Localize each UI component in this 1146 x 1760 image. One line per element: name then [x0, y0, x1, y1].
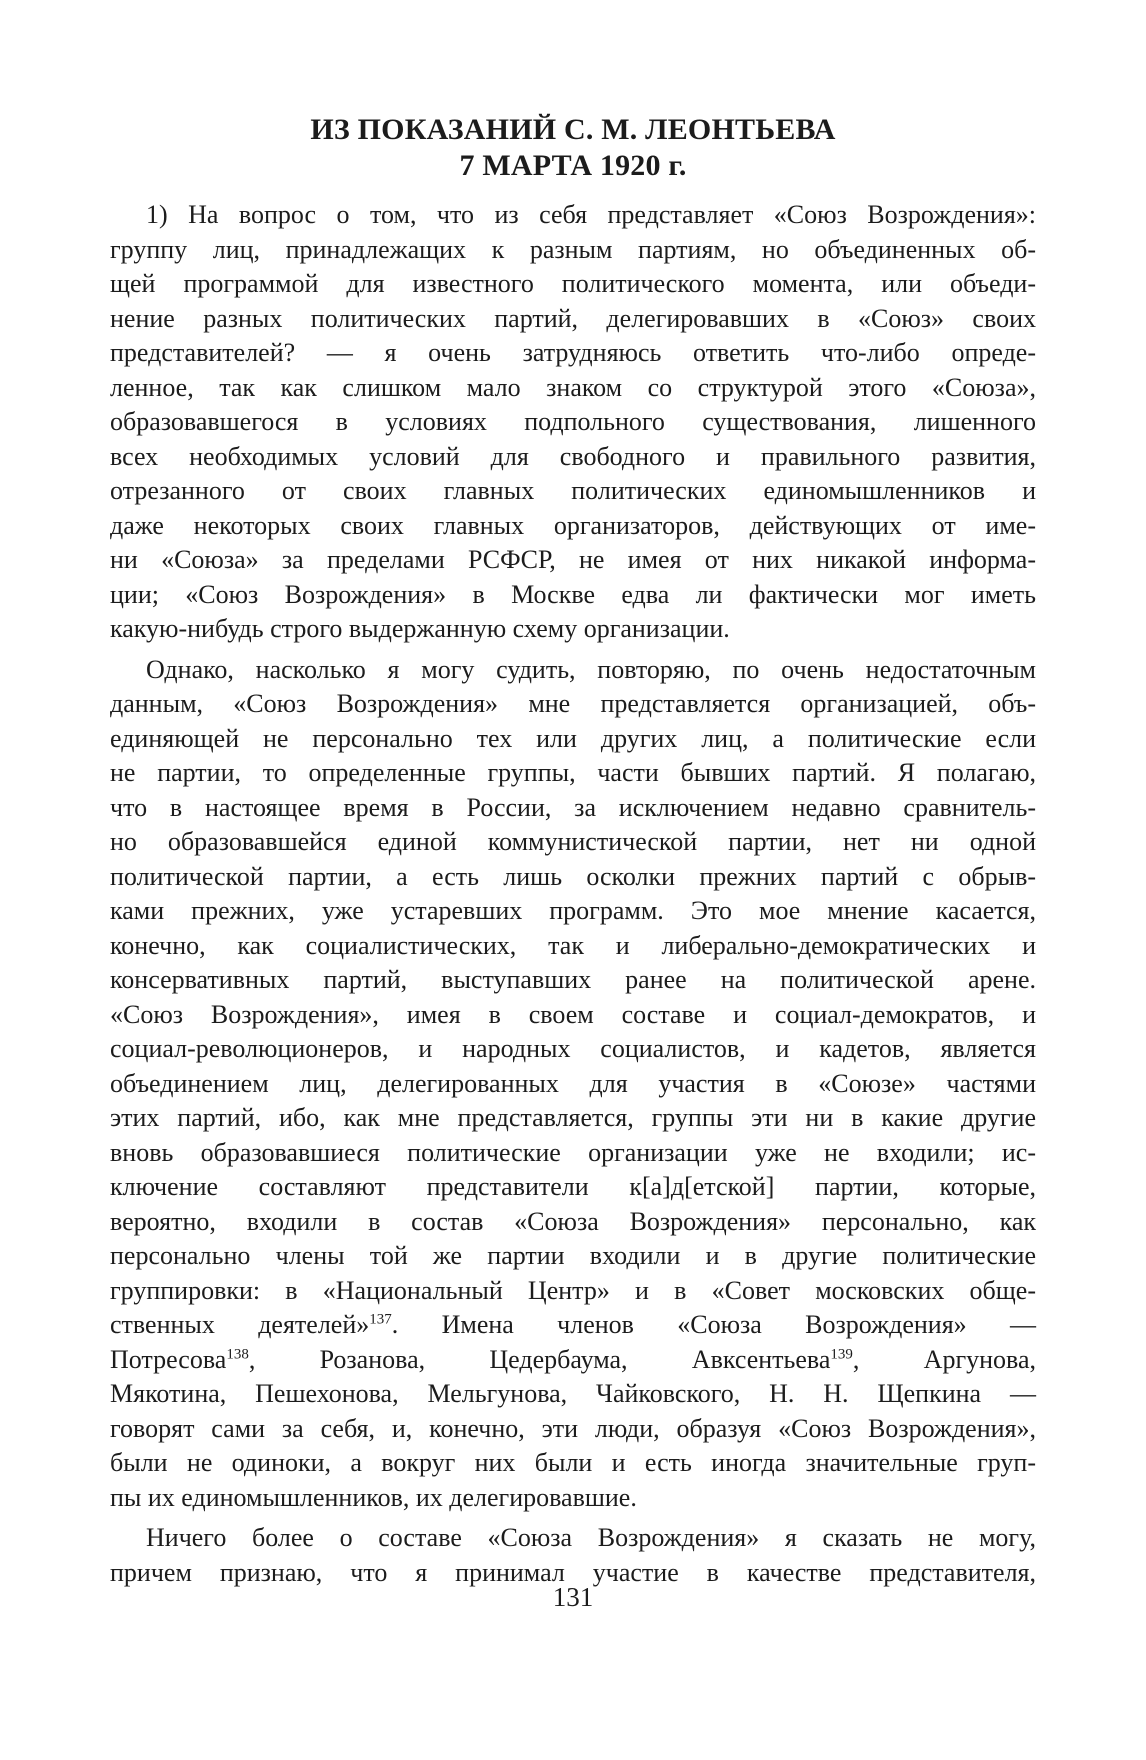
text-line: щей программой для известного политического момента, или объеди- — [110, 269, 1036, 298]
text-line: ленное, так как слишком мало знаком со структурой этого «Союза», — [110, 372, 1036, 402]
text-line: отрезанного от своих главных политических единомышленников и — [110, 476, 1036, 505]
text-line: были не одиноки, а вокруг них были и есть иногда значительные груп- — [110, 1448, 1036, 1477]
text-line: данным, «Союз Возрождения» мне представляется организацией, объ- — [110, 689, 1036, 718]
text-line: ни «Союза» за пределами РСФСР, не имея от них никакой информа- — [110, 545, 1036, 574]
text-line: образовавшегося в условиях подпольного существования, лишенного — [110, 407, 1036, 436]
text-line: причем признаю, что я принимал участие в качестве представителя, — [110, 1557, 1036, 1587]
text-line: объединением лиц, делегированных для участия в «Союзе» частями — [110, 1068, 1036, 1098]
text-line: говорят сами за себя, и, конечно, эти люди, образуя «Союз Возрождения», — [110, 1413, 1036, 1443]
text-segment: , Розанова, Цедербаума, Авксентьева — [248, 1344, 831, 1374]
text-line: ции; «Союз Возрождения» в Москве едва ли фактически мог иметь — [110, 579, 1036, 609]
footnote-ref-137[interactable]: 137 — [369, 1311, 392, 1328]
text-line: какую-нибудь строго выдержанную схему организации. — [110, 614, 730, 643]
text-segment: , Аргунова, — [852, 1344, 1037, 1374]
text-line: что в настоящее время в России, за исключением недавно сравнитель- — [110, 792, 1036, 822]
text-line: персонально члены той же партии входили и в другие политические — [110, 1241, 1036, 1270]
text-segment: . Имена членов «Союза Возрождения» — — [391, 1310, 1036, 1339]
text-line: представителей? — я очень затрудняюсь ответить что-либо опреде- — [110, 338, 1036, 367]
text-line: пы их единомышленников, их делегировавшие. — [110, 1482, 637, 1512]
footnote-ref-139[interactable]: 139 — [830, 1345, 853, 1362]
text-line-with-footnote — [110, 1308, 1036, 1343]
text-line: социал-революционеров, и народных социалистов, и кадетов, является — [110, 1034, 1036, 1063]
paragraph-1 — [110, 198, 1036, 647]
paragraph-3 — [110, 1521, 1036, 1590]
text-line: ками прежних, уже устаревших программ. Это мое мнение касается, — [110, 896, 1036, 925]
text-line: но образовавшейся единой коммунистической партии, нет ни одной — [110, 827, 1036, 856]
title-line-1: ИЗ ПОКАЗАНИЙ С. М. ЛЕОНТЬЕВА — [310, 113, 836, 146]
page-title — [100, 112, 1046, 184]
text-line: единяющей не персонально тех или других лиц, а политические если — [110, 723, 1036, 753]
page-number: 131 — [552, 1582, 594, 1612]
body-text — [110, 198, 1036, 1590]
text-segment: ственных деятелей» — [110, 1310, 370, 1339]
text-line: консервативных партий, выступавших ранее на политической арене. — [110, 965, 1036, 994]
text-line: Однако, насколько я могу судить, повторяю, по очень недостаточным — [146, 654, 1036, 684]
title-line-2: 7 МАРТА 1920 г. — [459, 149, 687, 182]
text-line: Мякотина, Пешехонова, Мельгунова, Чайковского, Н. Н. Щепкина — — [110, 1379, 1036, 1408]
text-line: конечно, как социалистических, так и либерально-демократических и — [110, 930, 1036, 960]
text-line: этих партий, ибо, как мне представляется, группы эти ни в какие другие — [110, 1103, 1036, 1132]
text-line: группу лиц, принадлежащих к разным партиям, но объединенных об- — [110, 234, 1036, 264]
text-line-with-footnotes — [110, 1343, 1036, 1378]
footnote-ref-138[interactable]: 138 — [226, 1345, 249, 1362]
paragraph-2 — [110, 653, 1036, 1516]
text-line: всех необходимых условий для свободного и правильного развития, — [110, 441, 1036, 471]
text-segment: Потресова — [110, 1344, 227, 1374]
text-line: вновь образовавшиеся политические организации уже не входили; ис- — [110, 1137, 1036, 1167]
text-line: политической партии, а есть лишь осколки прежних партий с обрыв- — [110, 861, 1036, 891]
text-line: нение разных политических партий, делегировавших в «Союз» своих — [110, 303, 1036, 333]
text-line: ключение составляют представители к[а]д[етской] партии, которые, — [110, 1172, 1036, 1201]
text-line: Ничего более о составе «Союза Возрождения» я сказать не могу, — [146, 1523, 1036, 1552]
text-line: 1) На вопрос о том, что из себя представляет «Союз Возрождения»: — [146, 200, 1036, 229]
text-line: не партии, то определенные группы, части бывших партий. Я полагаю, — [110, 758, 1036, 787]
text-line: группировки: в «Национальный Центр» и в «Совет московских обще- — [110, 1275, 1036, 1305]
text-line: вероятно, входили в состав «Союза Возрождения» персонально, как — [110, 1206, 1036, 1236]
text-line: «Союз Возрождения», имея в своем составе и социал-демократов, и — [110, 999, 1036, 1029]
text-line: даже некоторых своих главных организаторов, действующих от име- — [110, 510, 1036, 540]
